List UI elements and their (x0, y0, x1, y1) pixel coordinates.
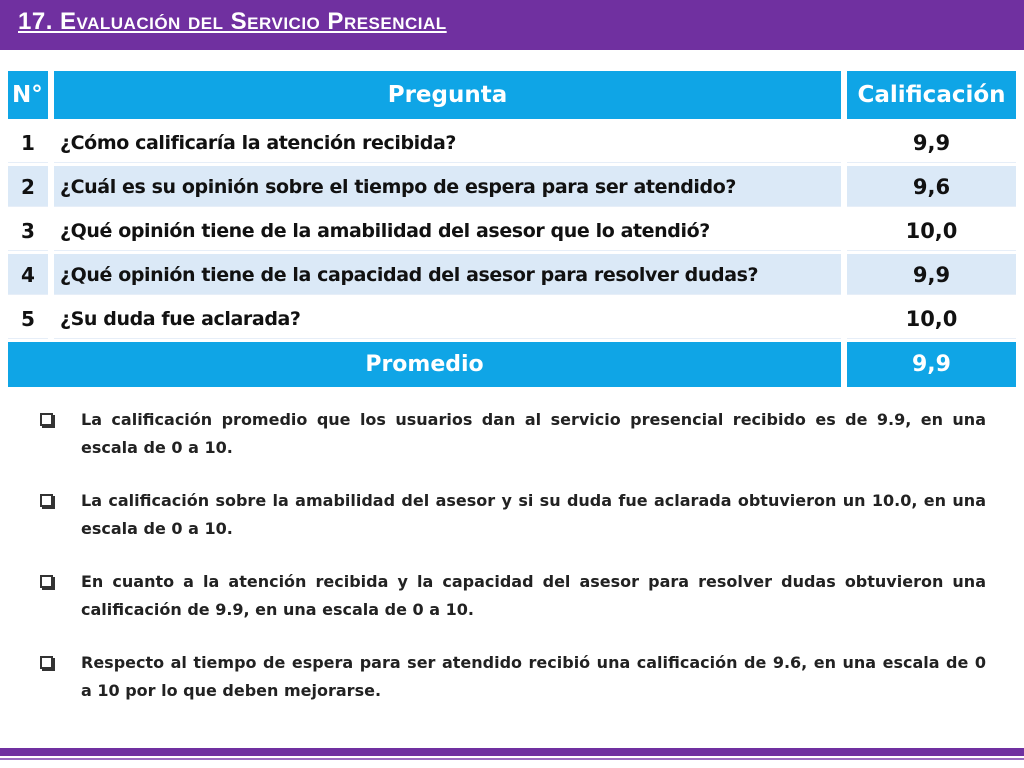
row-number: 3 (8, 210, 48, 251)
checkbox-bullet-icon (40, 413, 53, 426)
table-row (8, 122, 1016, 163)
findings-list (40, 406, 986, 730)
row-score: 10,0 (841, 298, 1016, 339)
row-question: ¿Qué opinión tiene de la amabilidad del asesor que lo atendió? (48, 210, 841, 251)
list-item (40, 487, 986, 543)
checkbox-bullet-icon (40, 575, 53, 588)
finding-text: Respecto al tiempo de espera para ser atendido recibió una calificación de 9.6, en una escala de 0 a 10 por lo que deben mejorarse. (81, 653, 986, 700)
finding-text: La calificación promedio que los usuarios dan al servicio presencial recibido es de 9.9, en una escala de 0 a 10. (81, 410, 986, 457)
row-number: 2 (8, 166, 48, 207)
row-number: 4 (8, 254, 48, 295)
row-score: 9,9 (841, 122, 1016, 163)
row-question: ¿Qué opinión tiene de la capacidad del asesor para resolver dudas? (48, 254, 841, 295)
checkbox-bullet-icon (40, 656, 53, 669)
finding-text: En cuanto a la atención recibida y la capacidad del asesor para resolver dudas obtuvieron una calificación de 9.9, en una escala de 0 a 10. (81, 572, 986, 619)
header-question: Pregunta (48, 71, 841, 119)
row-question: ¿Cómo calificaría la atención recibida? (48, 122, 841, 163)
row-question: ¿Su duda fue aclarada? (48, 298, 841, 339)
row-question: ¿Cuál es su opinión sobre el tiempo de espera para ser atendido? (48, 166, 841, 207)
list-item (40, 406, 986, 462)
row-number: 5 (8, 298, 48, 339)
row-score: 9,9 (841, 254, 1016, 295)
evaluation-table (8, 68, 1016, 390)
header-score: Calificación (841, 71, 1016, 119)
list-item (40, 649, 986, 705)
slide-title: 17. Evaluación del Servicio Presencial (18, 8, 447, 35)
average-row (8, 342, 1016, 387)
row-score: 10,0 (841, 210, 1016, 251)
footer-line (0, 758, 1024, 760)
header-number: N° (8, 71, 48, 119)
table-header-row (8, 71, 1016, 119)
row-number: 1 (8, 122, 48, 163)
list-item (40, 568, 986, 624)
row-score: 9,6 (841, 166, 1016, 207)
title-bar (0, 0, 1024, 50)
table-row (8, 298, 1016, 339)
table-row (8, 166, 1016, 207)
checkbox-bullet-icon (40, 494, 53, 507)
footer-bar (0, 748, 1024, 756)
table-row (8, 210, 1016, 251)
table-row (8, 254, 1016, 295)
average-score: 9,9 (841, 342, 1016, 387)
finding-text: La calificación sobre la amabilidad del asesor y si su duda fue aclarada obtuvieron un 10.0, en una escala de 0 a 10. (81, 491, 986, 538)
average-label: Promedio (8, 342, 841, 387)
